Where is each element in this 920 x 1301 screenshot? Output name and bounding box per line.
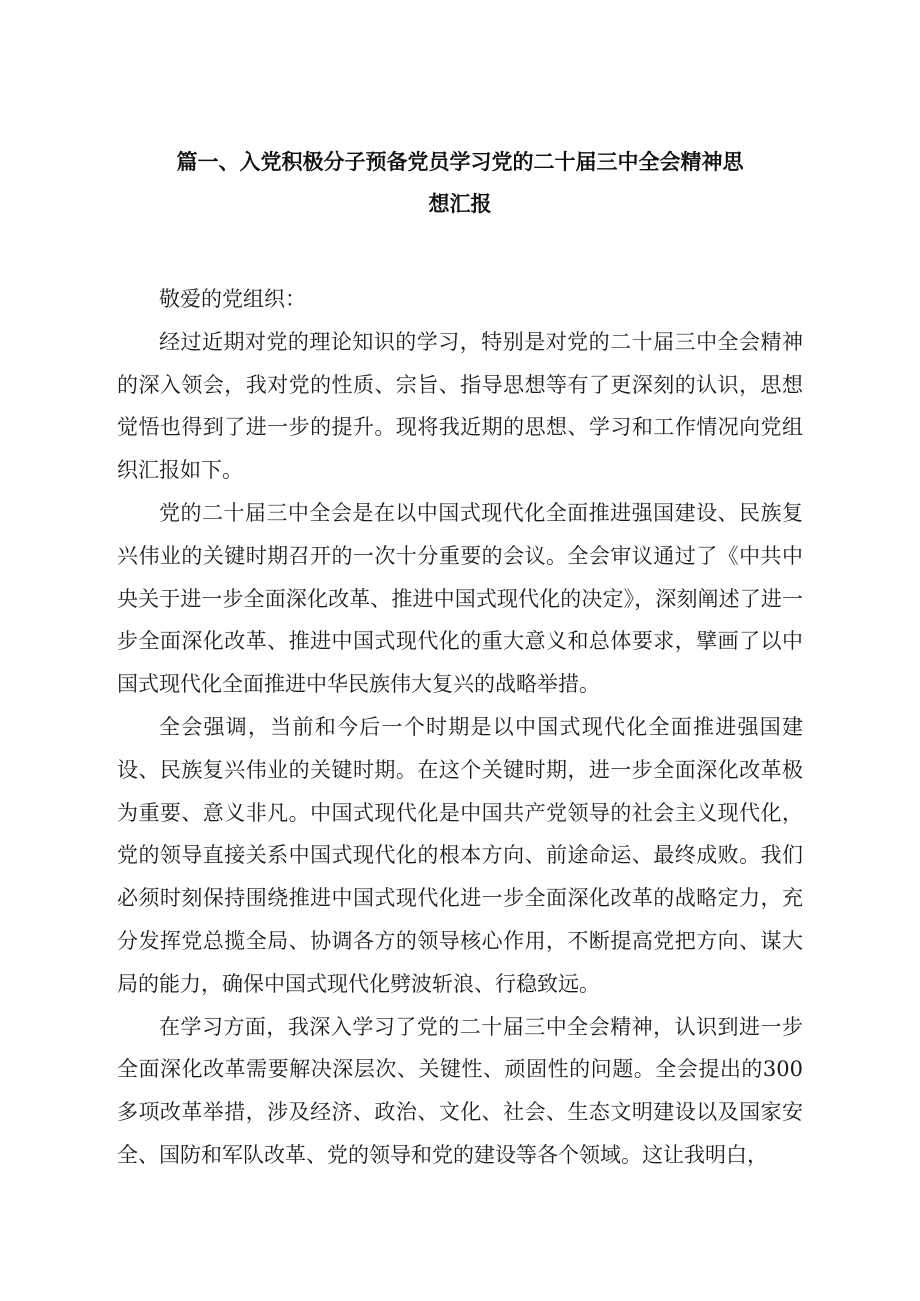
document-title-line-2: 想汇报 — [428, 192, 492, 216]
paragraph-study: 在学习方面，我深入学习了党的二十届三中全会精神，认识到进一步全面深化改革需要解决深层次、关键性、顽固性的问题。全会提出的300多项改革举措，涉及经济、政治、文化、社会、生态文明建设以及国家安全、国防和军队改革、党的领导和党的建设等各个领域。这让我明白， — [117, 1014, 803, 1167]
document-body — [117, 278, 803, 1177]
paragraph-intro: 经过近期对党的理论知识的学习，特别是对党的二十届三中全会精神的深入领会，我对党的性质、宗旨、指导思想等有了更深刻的认识，思想觉悟也得到了进一步的提升。现将我近期的思想、学习和工作情况向党组织汇报如下。 — [117, 329, 803, 483]
document-title-line-1: 篇一、入党积极分子预备党员学习党的二十届三中全会精神思 — [176, 150, 744, 174]
paragraph-plenum-emphasis: 全会强调，当前和今后一个时期是以中国式现代化全面推进强国建设、民族复兴伟业的关键时期。在这个关键时期，进一步全面深化改革极为重要、意义非凡。中国式现代化是中国共产党领导的社会主义现代化，党的领导直接关系中国式现代化的根本方向、前途命运、最终成败。我们必须时刻保持围绕推进中国式现代化进一步全面深化改革的战略定力，充分发挥党总揽全局、协调各方的领导核心作用，不断提高党把方向、谋大局的能力，确保中国式现代化劈波斩浪、行稳致远。 — [117, 714, 803, 996]
salutation: 敬爱的党组织： — [159, 287, 306, 311]
paragraph-plenum-overview: 党的二十届三中全会是在以中国式现代化全面推进强国建设、民族复兴伟业的关键时期召开的一次十分重要的会议。全会审议通过了《中共中央关于进一步全面深化改革、推进中国式现代化的决定》，深刻阐述了进一步全面深化改革、推进中国式现代化的重大意义和总体要求，擘画了以中国式现代化全面推进中华民族伟大复兴的战略举措。 — [117, 500, 803, 697]
